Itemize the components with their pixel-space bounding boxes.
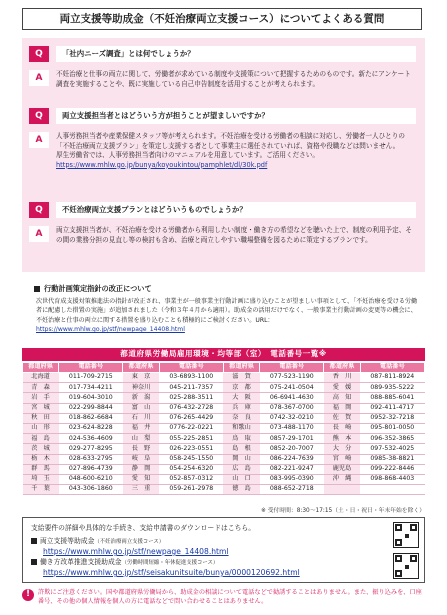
prefecture-cell: 長 野 (123, 444, 159, 454)
info-item-2-label: 働き方改革推進支援助成金 (40, 558, 122, 566)
question-text: 「社内ニーズ調査」とは何でしょうか？ (56, 46, 416, 62)
prefecture-cell: 愛 媛 (324, 383, 360, 393)
phone-cell: 028-633-2795 (59, 454, 123, 464)
prefecture-cell: 岩 手 (23, 393, 59, 403)
square-bullet-icon (31, 559, 37, 565)
question-badge: Q (29, 46, 49, 62)
prefecture-cell: 岐 阜 (123, 454, 159, 464)
prefecture-cell: 鹿児島 (324, 464, 360, 474)
prefecture-cell: 広 島 (223, 464, 259, 474)
phone-cell: 043-306-1860 (59, 485, 123, 495)
warning-icon: ! (22, 589, 34, 601)
square-bullet-icon (31, 538, 37, 544)
column-header: 都道府県 (123, 363, 159, 373)
prefecture-cell: 沖 縄 (324, 474, 360, 484)
column-header: 都道府県 (223, 363, 259, 373)
table-row (23, 474, 425, 484)
table-header-row (23, 363, 425, 373)
table-row (23, 485, 425, 495)
answer-body: 人事労務担当者や産業保健スタッフ等が考えられます。不妊治療を受ける労働者の相談に対応し、労働者一人ひとりの「不妊治療両立支援プラン」を策定し支援する者として事業主に選任されていれば、資格や役職などは問いません。 (56, 132, 405, 150)
table-row (23, 373, 425, 383)
prefecture-cell: 山 形 (23, 423, 59, 433)
phone-cell: 082-221-9247 (260, 464, 324, 474)
prefecture-cell: 千 葉 (23, 485, 59, 495)
phone-cell: 024-536-4609 (59, 434, 123, 444)
prefecture-cell: 宮 崎 (324, 454, 360, 464)
phone-cell: 0952-32-7218 (360, 413, 424, 423)
phone-cell: 098-868-4403 (360, 474, 424, 484)
info-item-1 (31, 537, 164, 546)
phone-cell: 029-277-8295 (59, 444, 123, 454)
qr-code-icon[interactable] (393, 553, 419, 579)
prefecture-cell: 山 口 (223, 474, 259, 484)
prefecture-cell: 愛 知 (123, 474, 159, 484)
phone-cell: 095-801-0050 (360, 423, 424, 433)
phone-cell: 018-862-6684 (59, 413, 123, 423)
table-row (23, 413, 425, 423)
answer-text: 不妊治療と仕事の両立に関して、労働者が求めている制度や支援策について把握するためのものです。新たにアンケート調査を実施することや、既に実施している自己申告制度を活用することが考えられます。 (56, 70, 411, 88)
answer-text (56, 132, 416, 170)
phone-cell: 083-995-0390 (260, 474, 324, 484)
phone-cell: 019-604-3010 (59, 393, 123, 403)
prefecture-cell: 神奈川 (123, 383, 159, 393)
phone-cell: 052-857-0312 (159, 474, 223, 484)
column-header: 電話番号 (59, 363, 123, 373)
notice-text-1: 次世代育成支援対策推進法の指針が改正され、事業主が一般事業主行動計画に盛り込むことが望ましい事項として、 (36, 298, 354, 305)
prefecture-cell: 香 川 (324, 373, 360, 383)
table-row (23, 464, 425, 474)
phone-cell: 027-896-4739 (59, 464, 123, 474)
phone-cell (360, 485, 424, 495)
prefecture-cell: 福 井 (123, 423, 159, 433)
prefecture-cell: 北海道 (23, 373, 59, 383)
square-bullet-icon (34, 286, 40, 292)
office-phone-table (22, 362, 425, 495)
prefecture-cell: 三 重 (123, 485, 159, 495)
phone-cell: 0857-29-1701 (260, 434, 324, 444)
prefecture-cell: 茨 城 (23, 444, 59, 454)
phone-cell: 054-254-6320 (159, 464, 223, 474)
prefecture-cell: 佐 賀 (324, 413, 360, 423)
prefecture-cell: 岡 山 (223, 454, 259, 464)
column-header: 都道府県 (324, 363, 360, 373)
phone-cell: 0776-22-0221 (159, 423, 223, 433)
prefecture-cell: 長 崎 (324, 423, 360, 433)
prefecture-cell: 東 京 (123, 373, 159, 383)
manual-link[interactable]: https://www.mhlw.go.jp/bunya/koyoukintou/pamphlet/dl/30k.pdf (56, 160, 268, 169)
prefecture-cell: 大 阪 (223, 393, 259, 403)
prefecture-cell: 福 岡 (324, 403, 360, 413)
table-row (23, 403, 425, 413)
phone-cell: 077-523-1190 (260, 373, 324, 383)
notice-link[interactable]: https://www.mhlw.go.jp/stf/newpage_14408.html (36, 326, 185, 334)
info-link-2[interactable]: https://www.mhlw.go.jp/stf/seisakunitsuite/bunya/0000120692.html (43, 568, 300, 577)
prefecture-cell: 鳥 取 (223, 434, 259, 444)
phone-cell: 099-222-8446 (360, 464, 424, 474)
phone-cell: 026-223-0551 (159, 444, 223, 454)
answer-badge: A (29, 132, 49, 148)
phone-cell: 076-432-2728 (159, 403, 223, 413)
table-row (23, 383, 425, 393)
question-badge: Q (29, 108, 49, 124)
phone-cell: 058-245-1550 (159, 454, 223, 464)
info-item-2 (31, 558, 218, 567)
phone-cell: 022-299-8844 (59, 403, 123, 413)
answer-manual-note: 厚生労働省では、人事労務担当者向けのマニュアルを用意しています。ご活用ください。 (56, 151, 319, 160)
info-item-1-label: 両立支援等助成金 (40, 537, 95, 545)
prefecture-cell: 富 山 (123, 403, 159, 413)
notice-heading (34, 284, 152, 294)
info-box (22, 517, 425, 583)
phone-cell: 076-265-4429 (159, 413, 223, 423)
info-lead-text: 支給要件の詳細や具体的な手続き、支給申請書のダウンロードはこちら。 (31, 524, 256, 532)
phone-cell: 03-6893-1100 (159, 373, 223, 383)
prefecture-cell: 滋 賀 (223, 373, 259, 383)
phone-cell: 097-532-4025 (360, 444, 424, 454)
prefecture-cell: 秋 田 (23, 413, 59, 423)
prefecture-cell: 京 都 (223, 383, 259, 393)
phone-cell: 045-211-7357 (159, 383, 223, 393)
phone-cell: 092-411-4717 (360, 403, 424, 413)
qr-code-icon[interactable] (393, 522, 419, 548)
question-text: 不妊治療両立支援プランとはどういうものでしょうか？ (56, 202, 416, 218)
info-item-1-sub: （不妊治療両立支援コース） (94, 539, 165, 545)
phone-cell: 088-885-6041 (360, 393, 424, 403)
phone-cell: 023-624-8228 (59, 423, 123, 433)
notice-heading-text: 行動計画策定指針の改正について (44, 284, 152, 293)
prefecture-cell: 宮 城 (23, 403, 59, 413)
prefecture-cell: 奈 良 (223, 413, 259, 423)
phone-cell: 025-288-3511 (159, 393, 223, 403)
page-title: 両立支援等助成金（不妊治療両立支援コース）についてよくある質問 (22, 8, 422, 30)
prefecture-cell: 新 潟 (123, 393, 159, 403)
prefecture-cell: 石 川 (123, 413, 159, 423)
phone-cell: 087-811-8924 (360, 373, 424, 383)
prefecture-cell: 福 島 (23, 434, 59, 444)
table-row (23, 423, 425, 433)
reception-hours-note: ※ 受付時間：8:30〜17:15（土・日・祝日・年末年始を除く） (261, 508, 425, 514)
warning-text: 許欺にご注意ください。国や都道府県労働局から、助成金の相談について電話などで勧誘することはありません。また、振り込みを、口座番号、その他の個人情報を個人の方に電話などで問い合わせることはありません。 (38, 589, 422, 606)
faq-panel (22, 38, 425, 272)
office-table-title: 都道府県労働局雇用環境・均等部（室） 電話番号一覧※ (22, 348, 425, 361)
phone-cell: 073-488-1170 (260, 423, 324, 433)
phone-cell: 055-225-2851 (159, 434, 223, 444)
table-row (23, 454, 425, 464)
prefecture-cell: 群 馬 (23, 464, 59, 474)
column-header: 電話番号 (159, 363, 223, 373)
table-row (23, 444, 425, 454)
phone-cell: 0985-38-8821 (360, 454, 424, 464)
phone-cell: 075-241-0504 (260, 383, 324, 393)
question-badge: Q (29, 202, 49, 218)
prefecture-cell: 静 岡 (123, 464, 159, 474)
phone-cell: 017-734-4211 (59, 383, 123, 393)
phone-cell: 096-352-3865 (360, 434, 424, 444)
prefecture-cell: 大 分 (324, 444, 360, 454)
prefecture-cell: 兵 庫 (223, 403, 259, 413)
prefecture-cell: 栃 木 (23, 454, 59, 464)
answer-text: 両立支援担当者が、不妊治療を受ける労働者から利用したい制度・働き方の希望などを聴いた上で、制度の利用予定、その間の業務分担の見直し等の検討も含め、治療と両立しやすい職場整備を図るために策定するプランです。 (56, 226, 412, 244)
phone-cell: 078-367-0700 (260, 403, 324, 413)
phone-cell: 048-600-6210 (59, 474, 123, 484)
table-row (23, 434, 425, 444)
prefecture-cell (324, 485, 360, 495)
prefecture-cell: 熊 本 (324, 434, 360, 444)
notice-body (36, 297, 421, 335)
phone-cell: 0742-32-0210 (260, 413, 324, 423)
phone-cell: 011-709-2715 (59, 373, 123, 383)
phone-cell: 089-935-5222 (360, 383, 424, 393)
column-header: 都道府県 (23, 363, 59, 373)
prefecture-cell: 高 知 (324, 393, 360, 403)
notice-text-2: 「不妊治療を受ける労働者に配慮した措置の実施」が追加されました（令和３年４月から適用）。助成金の活用だけでなく、一般事業主行動計画の変更等の機会に、不妊治療と仕事の両立に関する措置を盛り込むことも積極的にご検討ください。URL： (36, 298, 418, 324)
phone-cell: 088-652-2718 (260, 485, 324, 495)
phone-cell: 06-6941-4630 (260, 393, 324, 403)
info-link-1[interactable]: https://www.mhlw.go.jp/stf/newpage_14408.html (43, 547, 229, 556)
prefecture-cell: 山 梨 (123, 434, 159, 444)
prefecture-cell: 青 森 (23, 383, 59, 393)
answer-badge: A (29, 226, 49, 242)
column-header: 電話番号 (260, 363, 324, 373)
table-row (23, 393, 425, 403)
phone-cell: 0852-20-7007 (260, 444, 324, 454)
phone-cell: 059-261-2978 (159, 485, 223, 495)
prefecture-cell: 和歌山 (223, 423, 259, 433)
question-text: 両立支援担当者とはどういう方が担うことが望ましいですか？ (56, 108, 416, 124)
prefecture-cell: 島 根 (223, 444, 259, 454)
prefecture-cell: 埼 玉 (23, 474, 59, 484)
prefecture-cell: 徳 島 (223, 485, 259, 495)
info-item-2-sub: （労働時間短縮・年休促進支援コース） (121, 560, 219, 566)
answer-badge: A (29, 70, 49, 86)
column-header: 電話番号 (360, 363, 424, 373)
phone-cell: 086-224-7639 (260, 454, 324, 464)
